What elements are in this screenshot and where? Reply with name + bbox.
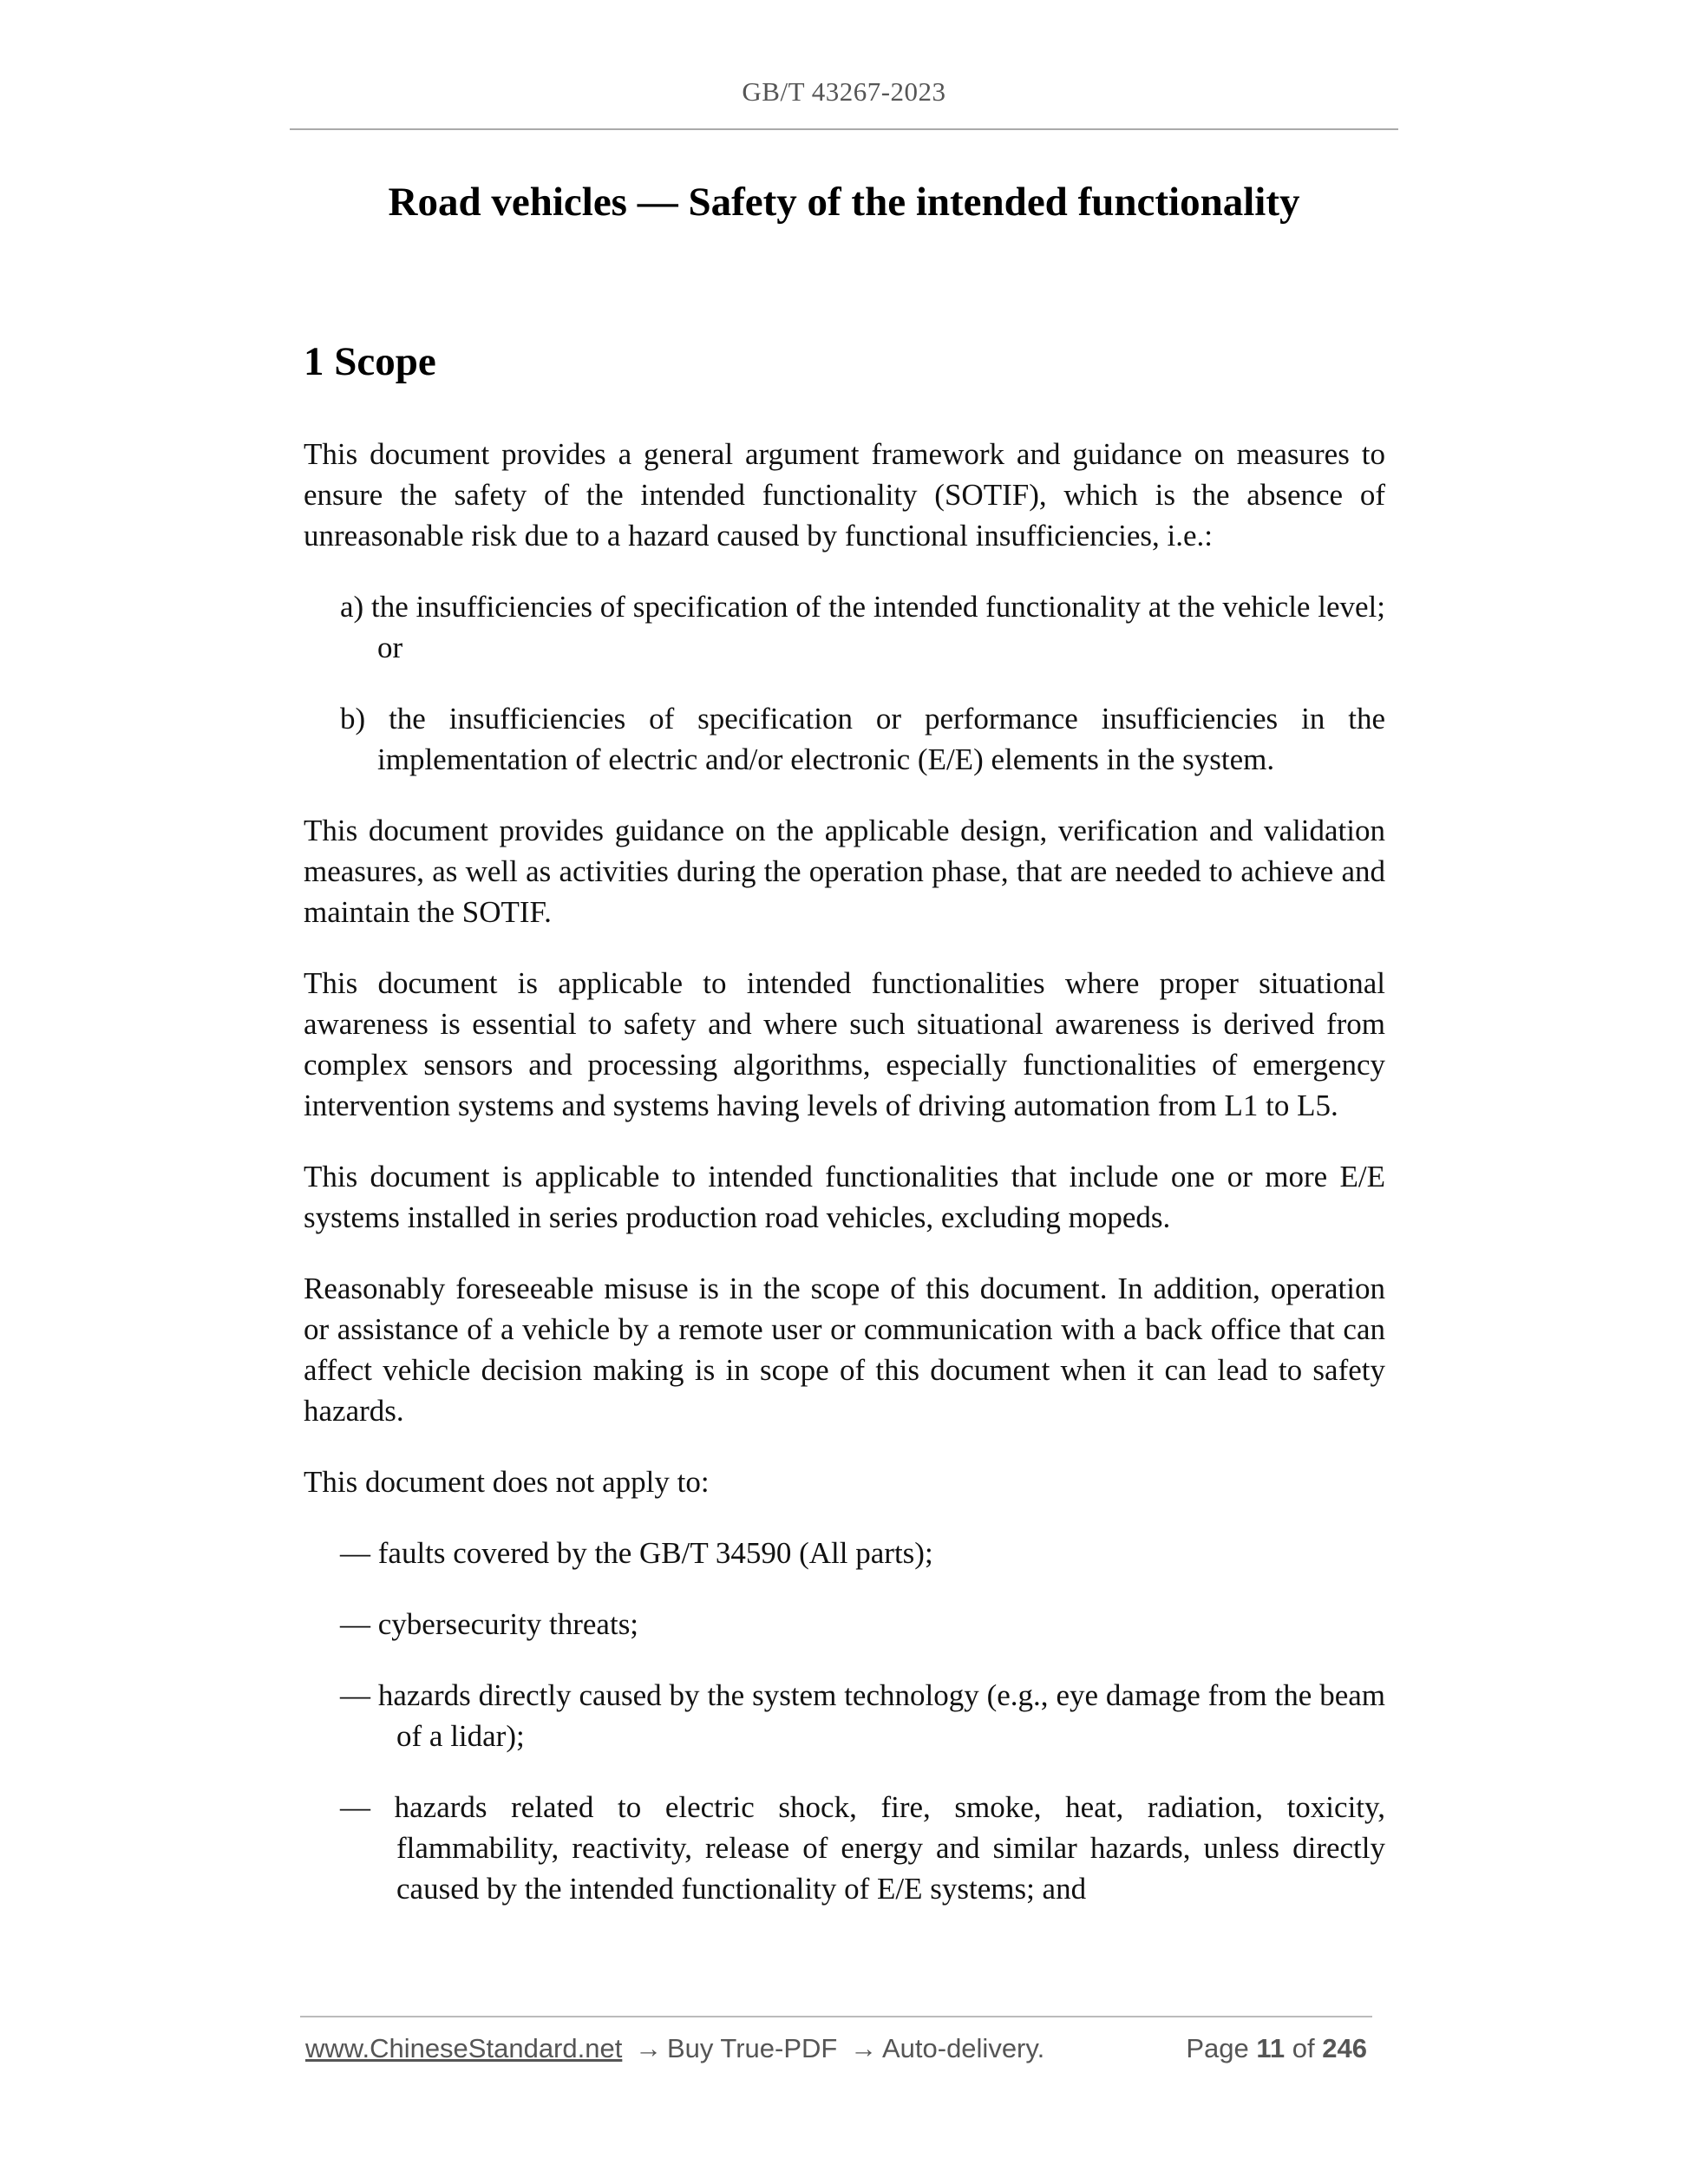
of-label: of xyxy=(1292,2033,1315,2063)
section-heading-scope: 1 Scope xyxy=(304,339,436,384)
intro-paragraph: This document provides a general argument framework and guidance on measures to ensure the safety of the intended functionality (SOTIF), which is the absence of unreasonable risk due to a hazard caused by functional insufficiencies, i.e.: xyxy=(304,437,1385,553)
right-arrow-icon: → xyxy=(634,2033,662,2063)
page-number: 11 xyxy=(1256,2033,1286,2063)
paragraph-guidance: This document provides guidance on the applicable design, verification and validation measures, as well as activities during the operation phase, that are needed to achieve and maintain the SOTIF. xyxy=(304,814,1385,929)
scope-body xyxy=(304,434,1385,1939)
paragraph-exclusions: This document does not apply to: xyxy=(304,1465,710,1499)
paragraph-applicability: This document is applicable to intended functionalities where proper situational awareness is essential to safety and where such situational awareness is derived from complex sensors and processing algorithms, especially functionalities of emergency intervention systems and systems having levels of driving automation from L1 to L5. xyxy=(304,966,1385,1122)
page-footer xyxy=(305,2033,1374,2071)
right-arrow-icon: → xyxy=(849,2033,877,2063)
list-item-a: a) the insufficiencies of specification of the intended functionality at the vehicle level; or xyxy=(340,590,1385,664)
document-title: Road vehicles — Safety of the intended functionality xyxy=(388,180,1300,225)
exclusion-item: — hazards related to electric shock, fire, smoke, heat, radiation, toxicity, flammability, reactivity, release of energy and similar hazards, unless directly caused by the intended functionality of E/E systems; and xyxy=(340,1790,1385,1906)
exclusion-item: — cybersecurity threats; xyxy=(340,1607,639,1641)
footer-promo xyxy=(305,2033,1044,2064)
paragraph-misuse: Reasonably foreseeable misuse is in the scope of this document. In addition, operation or assistance of a vehicle by a remote user or communication with a back office that can affect vehicle decision making is in scope of this document when it can lead to safety hazards. xyxy=(304,1272,1385,1428)
page-indicator xyxy=(1186,2033,1367,2064)
header-divider xyxy=(290,128,1398,130)
footer-divider xyxy=(300,2016,1372,2017)
site-link[interactable]: www.ChineseStandard.net xyxy=(305,2033,623,2063)
delivery-text: Auto-delivery. xyxy=(881,2033,1045,2063)
list-item-b: b) the insufficiencies of specification or performance insufficiencies in the implementation of electric and/or electronic (E/E) elements in the system. xyxy=(340,702,1385,776)
exclusion-item: — hazards directly caused by the system technology (e.g., eye damage from the beam of a lidar); xyxy=(340,1678,1385,1753)
paragraph-ee-systems: This document is applicable to intended functionalities that include one or more E/E systems installed in series production road vehicles, excluding mopeds. xyxy=(304,1160,1385,1234)
buy-text: Buy True-PDF xyxy=(666,2033,838,2063)
total-pages: 246 xyxy=(1322,2033,1367,2063)
page-label: Page xyxy=(1186,2033,1249,2063)
document-header xyxy=(0,76,1688,108)
exclusion-item: — faults covered by the GB/T 34590 (All parts); xyxy=(340,1536,933,1570)
standard-id: GB/T 43267-2023 xyxy=(742,76,946,107)
